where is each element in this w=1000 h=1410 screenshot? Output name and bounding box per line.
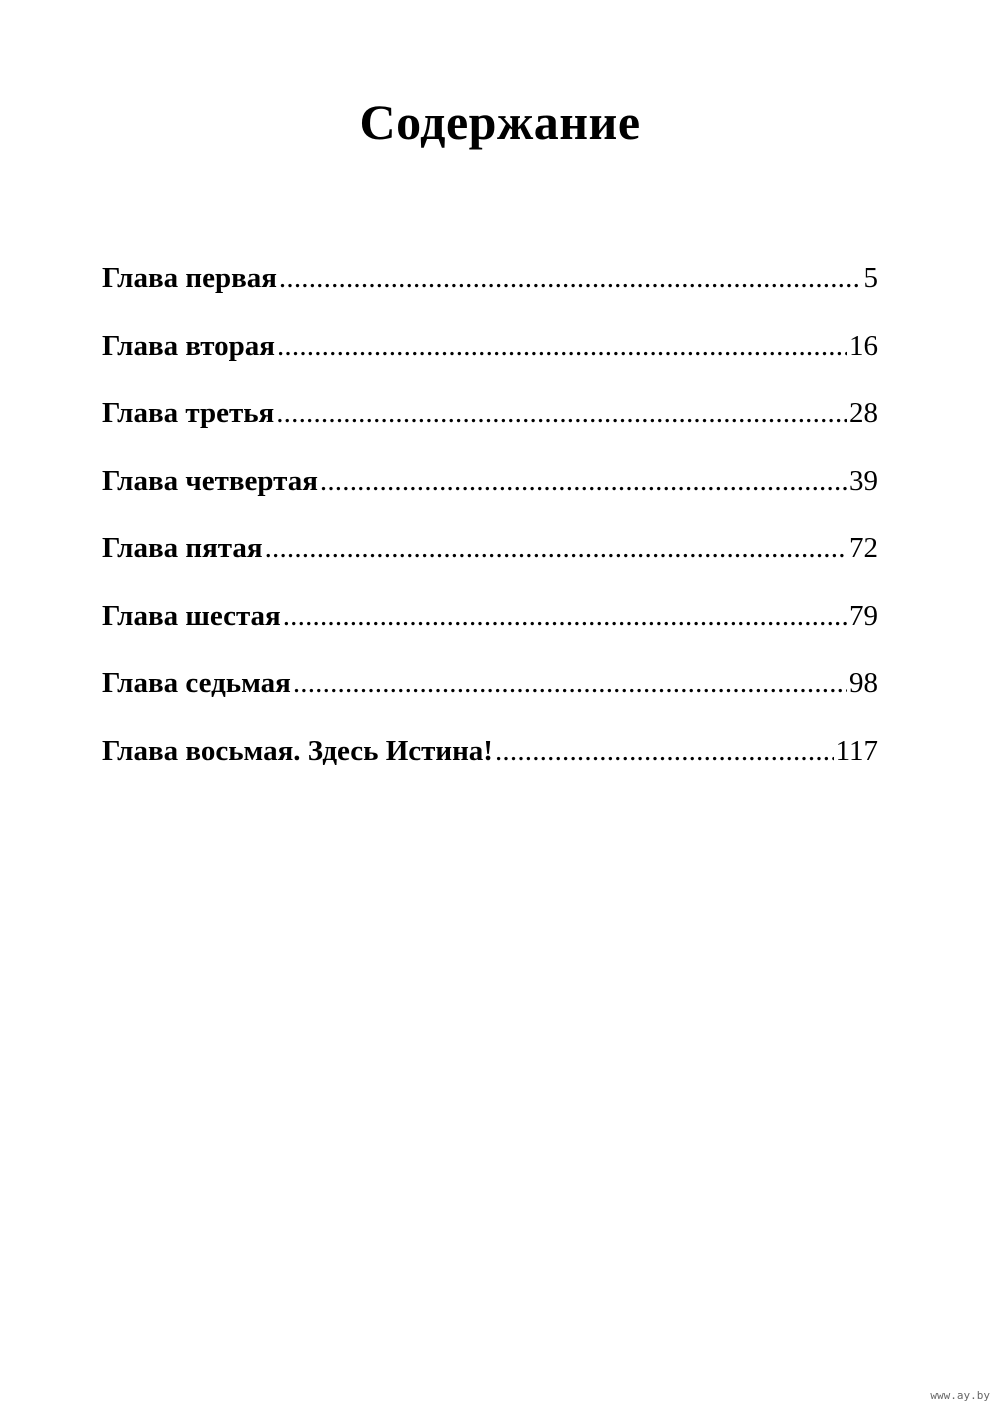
toc-entry xyxy=(102,250,878,318)
toc-dot-leader xyxy=(495,723,834,779)
toc-entry-page: 98 xyxy=(849,667,878,699)
toc-entry-page: 39 xyxy=(849,464,878,497)
toc-entry xyxy=(102,453,878,521)
toc-dot-leader xyxy=(320,453,847,509)
toc-entry-page: 117 xyxy=(835,734,878,767)
toc-dot-leader xyxy=(279,250,862,306)
toc-dot-leader xyxy=(265,520,847,576)
toc-entry-label: Глава вторая xyxy=(102,329,275,362)
toc-entry-label: Глава шестая xyxy=(102,599,281,632)
toc-dot-leader xyxy=(276,385,847,441)
toc-entry xyxy=(102,723,878,791)
watermark: www.ay.by xyxy=(930,1389,990,1402)
toc-entry-page: 28 xyxy=(849,397,878,429)
toc-dot-leader xyxy=(283,588,847,644)
toc-entry-label: Глава первая xyxy=(102,262,277,294)
table-of-contents xyxy=(102,250,878,790)
toc-entry-page: 79 xyxy=(849,599,878,632)
toc-entry-page: 16 xyxy=(849,329,878,362)
toc-dot-leader xyxy=(277,318,847,374)
toc-entry xyxy=(102,588,878,656)
toc-entry-label: Глава восьмая. Здесь Истина! xyxy=(102,734,493,767)
toc-entry-label: Глава пятая xyxy=(102,532,263,564)
toc-entry xyxy=(102,520,878,588)
toc-entry xyxy=(102,655,878,723)
toc-entry xyxy=(102,318,878,386)
toc-entry xyxy=(102,385,878,453)
toc-entry-page: 72 xyxy=(849,532,878,564)
toc-entry-label: Глава четвертая xyxy=(102,464,318,497)
toc-entry-page: 5 xyxy=(863,262,878,294)
toc-dot-leader xyxy=(293,655,847,711)
toc-entry-label: Глава седьмая xyxy=(102,667,291,699)
toc-entry-label: Глава третья xyxy=(102,397,275,429)
page-title: Содержание xyxy=(359,94,641,150)
